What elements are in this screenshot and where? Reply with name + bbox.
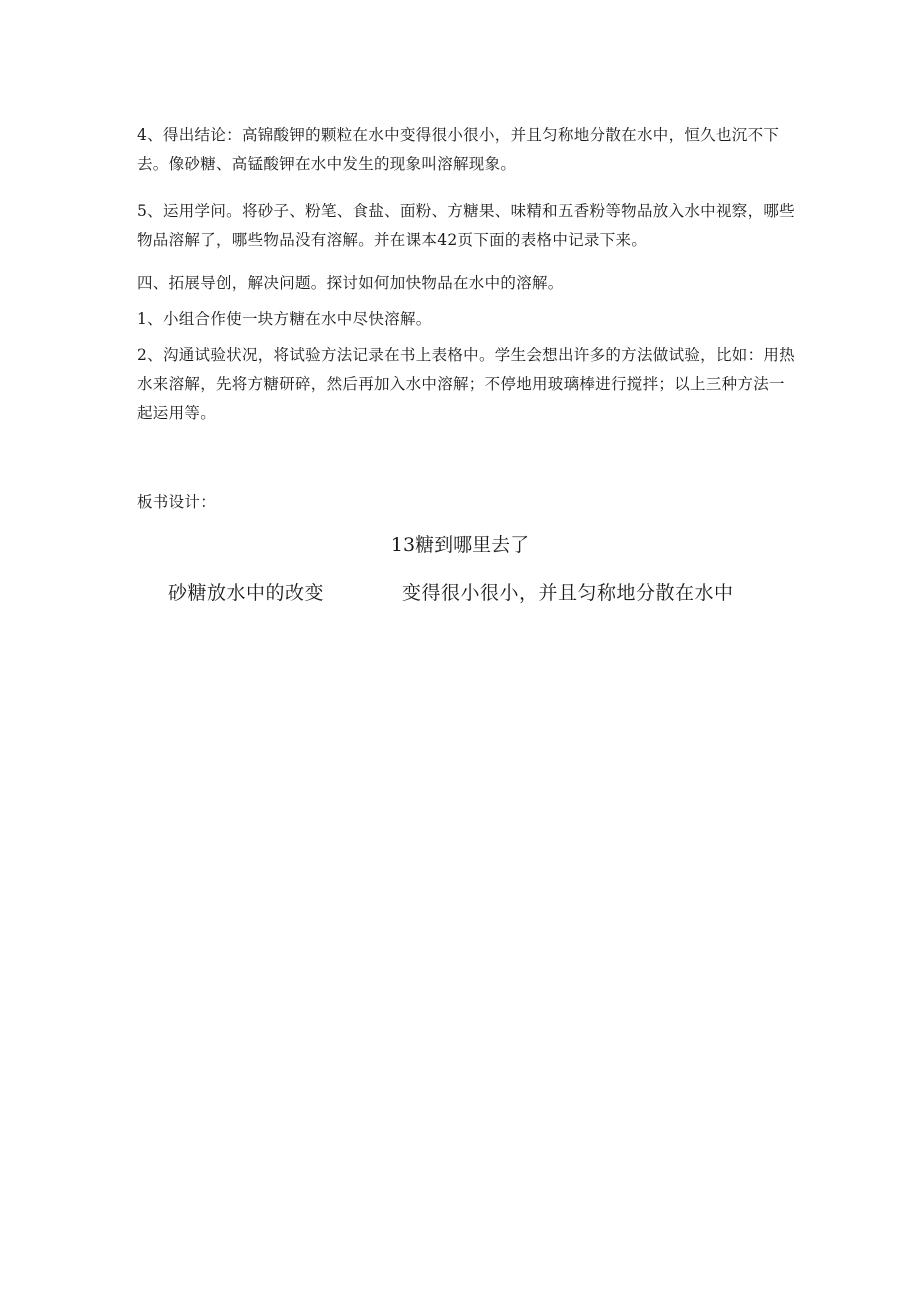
board-design-label: 板书设计： — [137, 493, 217, 511]
paragraph-apply-knowledge: 5、运用学问。将砂子、粉笔、食盐、面粉、方糖果、味精和五香粉等物品放入水中视察，哪些物品溶解了，哪些物品没有溶解。并在课本42页下面的表格中记录下来。 — [137, 202, 795, 249]
paragraph-group-task: 1、小组合作使一块方糖在水中尽快溶解。 — [137, 310, 432, 328]
paragraph-section-four: 四、拓展导创，解决问题。探讨如何加快物品在水中的溶解。 — [137, 274, 564, 292]
paragraph-conclusion: 4、得出结论：高锦酸钾的颗粒在水中变得很小很小，并且匀称地分散在水中，恒久也沉不下去。像砂糖、高锰酸钾在水中发生的现象叫溶解现象。 — [137, 126, 780, 173]
board-title: 13糖到哪里去了 — [390, 534, 530, 556]
board-right-text: 变得很小很小，并且匀称地分散在水中 — [402, 582, 734, 604]
board-left-text: 砂糖放水中的改变 — [168, 582, 325, 604]
paragraph-experiment-methods: 2、沟通试验状况，将试验方法记录在书上表格中。学生会想出许多的方法做试验，比如：用热水来溶解，先将方糖研碎，然后再加入水中溶解；不停地用玻璃棒进行搅拌；以上三种方法一起运用等。 — [137, 346, 795, 422]
